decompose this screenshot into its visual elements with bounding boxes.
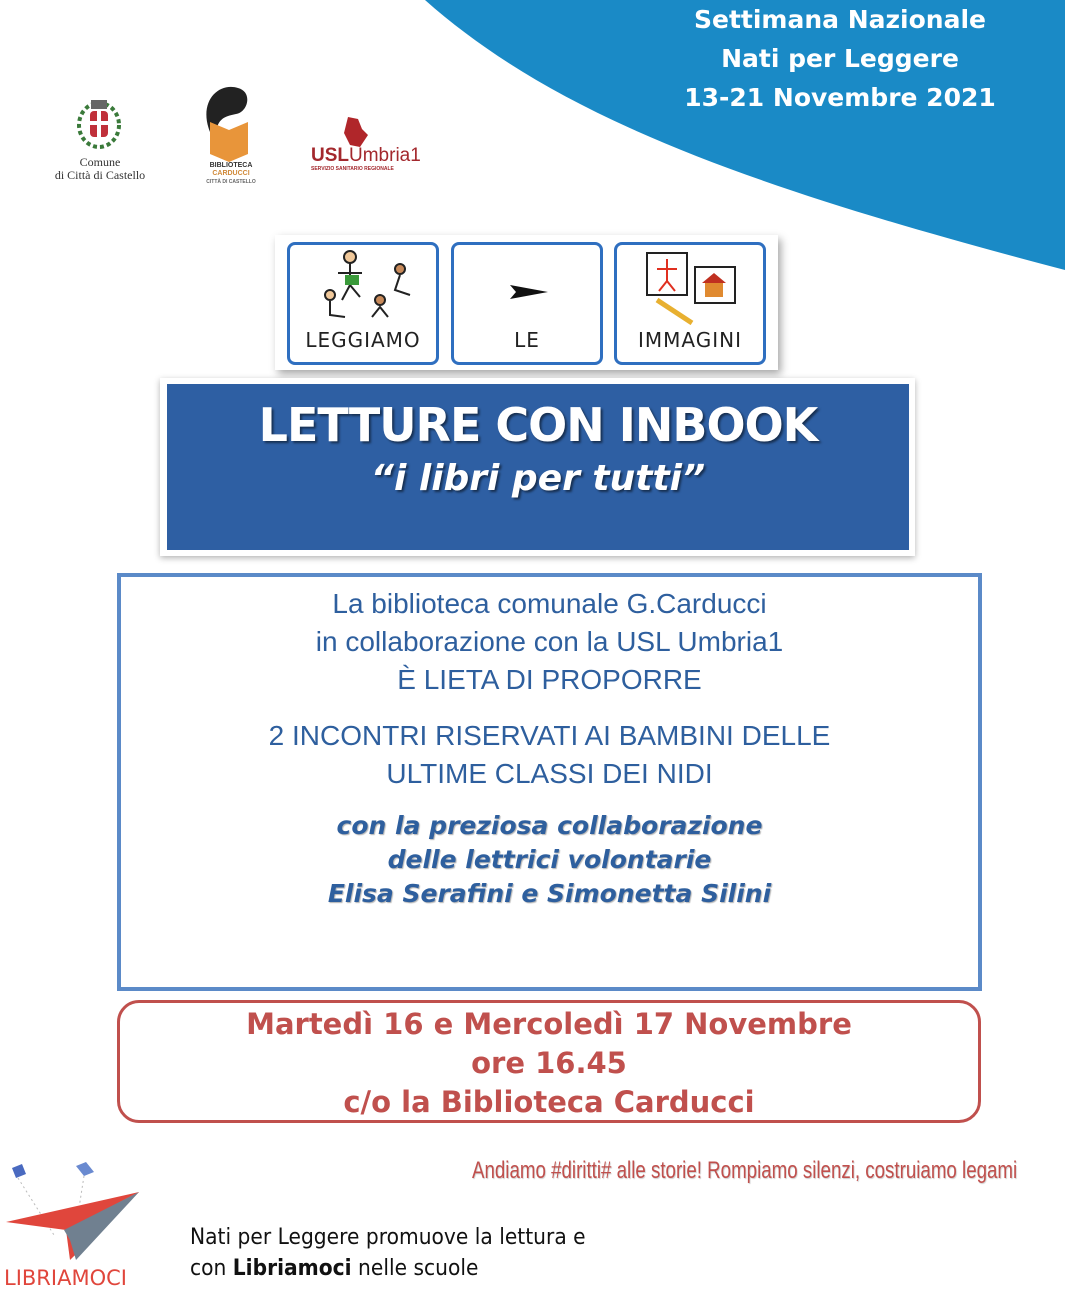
pictogram-card xyxy=(451,242,603,365)
flag-icon xyxy=(454,245,600,325)
info-line: La biblioteca comunale G.Carducci xyxy=(332,588,767,619)
footer-text-part: con xyxy=(190,1256,233,1281)
info-italic-line: delle lettrici volontarie xyxy=(387,845,712,874)
footer-text xyxy=(190,1222,586,1284)
logo-text: CARDUCCI xyxy=(212,170,250,177)
event-time: ore 16.45 xyxy=(471,1046,627,1080)
drawing-icon xyxy=(617,245,763,325)
logo-text: SERVIZIO SANITARIO REGIONALE xyxy=(311,166,394,172)
usl-logo-text xyxy=(311,146,421,172)
title-banner xyxy=(167,384,909,550)
info-line: È LIETA DI PROPORRE xyxy=(397,664,702,695)
slogan: Andiamo #diritti# alle storie! Rompiamo silenzi, costruiamo legami xyxy=(472,1157,1018,1184)
logo-text: USL xyxy=(311,145,349,166)
info-italic-line: con la preziosa collaborazione xyxy=(336,811,763,840)
event-details-box xyxy=(117,1000,981,1123)
pictogram-card xyxy=(614,242,766,365)
umbria-map-icon xyxy=(340,115,370,149)
info-box xyxy=(117,573,982,991)
info-line: in collaborazione con la USL Umbria1 xyxy=(315,626,784,657)
biblioteca-logo-icon xyxy=(198,82,260,162)
pictogram-card xyxy=(287,242,439,365)
pictogram-label: LEGGIAMO xyxy=(305,328,421,352)
subtitle: “i libri per tutti” xyxy=(370,458,706,499)
main-title: LETTURE CON INBOOK xyxy=(258,398,818,452)
pictogram-label: LE xyxy=(514,328,540,352)
logo-text: BIBLIOTECA xyxy=(209,162,253,169)
header-line: Settimana Nazionale xyxy=(693,5,986,34)
footer-line xyxy=(190,1253,586,1284)
comune-logo-text xyxy=(30,156,170,182)
comune-crest-icon xyxy=(76,95,122,150)
reading-people-icon xyxy=(290,245,436,325)
logo-text: Comune xyxy=(79,155,121,169)
pictogram-label: IMMAGINI xyxy=(638,328,742,352)
footer-text-bold: Libriamoci xyxy=(232,1256,352,1281)
footer-line: Nati per Leggere promuove la lettura e xyxy=(190,1225,586,1250)
header-line: 13-21 Novembre 2021 xyxy=(684,83,996,112)
paper-plane-icon xyxy=(4,1160,144,1265)
logo-text: CITTÀ DI CASTELLO xyxy=(206,179,256,185)
info-line: 2 INCONTRI RISERVATI AI BAMBINI DELLE xyxy=(268,720,831,751)
event-dates: Martedì 16 e Mercoledì 17 Novembre xyxy=(246,1007,852,1041)
libriamoci-logo-text: LIBRIAMOCI xyxy=(4,1266,127,1290)
event-header xyxy=(640,0,1040,117)
header-line: Nati per Leggere xyxy=(721,44,959,73)
biblioteca-logo-text xyxy=(196,162,266,186)
info-italic-line: Elisa Serafini e Simonetta Silini xyxy=(327,879,772,908)
footer-text-part: nelle scuole xyxy=(351,1256,479,1281)
event-place: c/o la Biblioteca Carducci xyxy=(343,1085,755,1119)
info-line: ULTIME CLASSI DEI NIDI xyxy=(386,758,713,789)
logo-text: di Città di Castello xyxy=(54,168,146,182)
pictogram-strip xyxy=(275,235,778,370)
logo-text: Umbria1 xyxy=(349,145,421,166)
